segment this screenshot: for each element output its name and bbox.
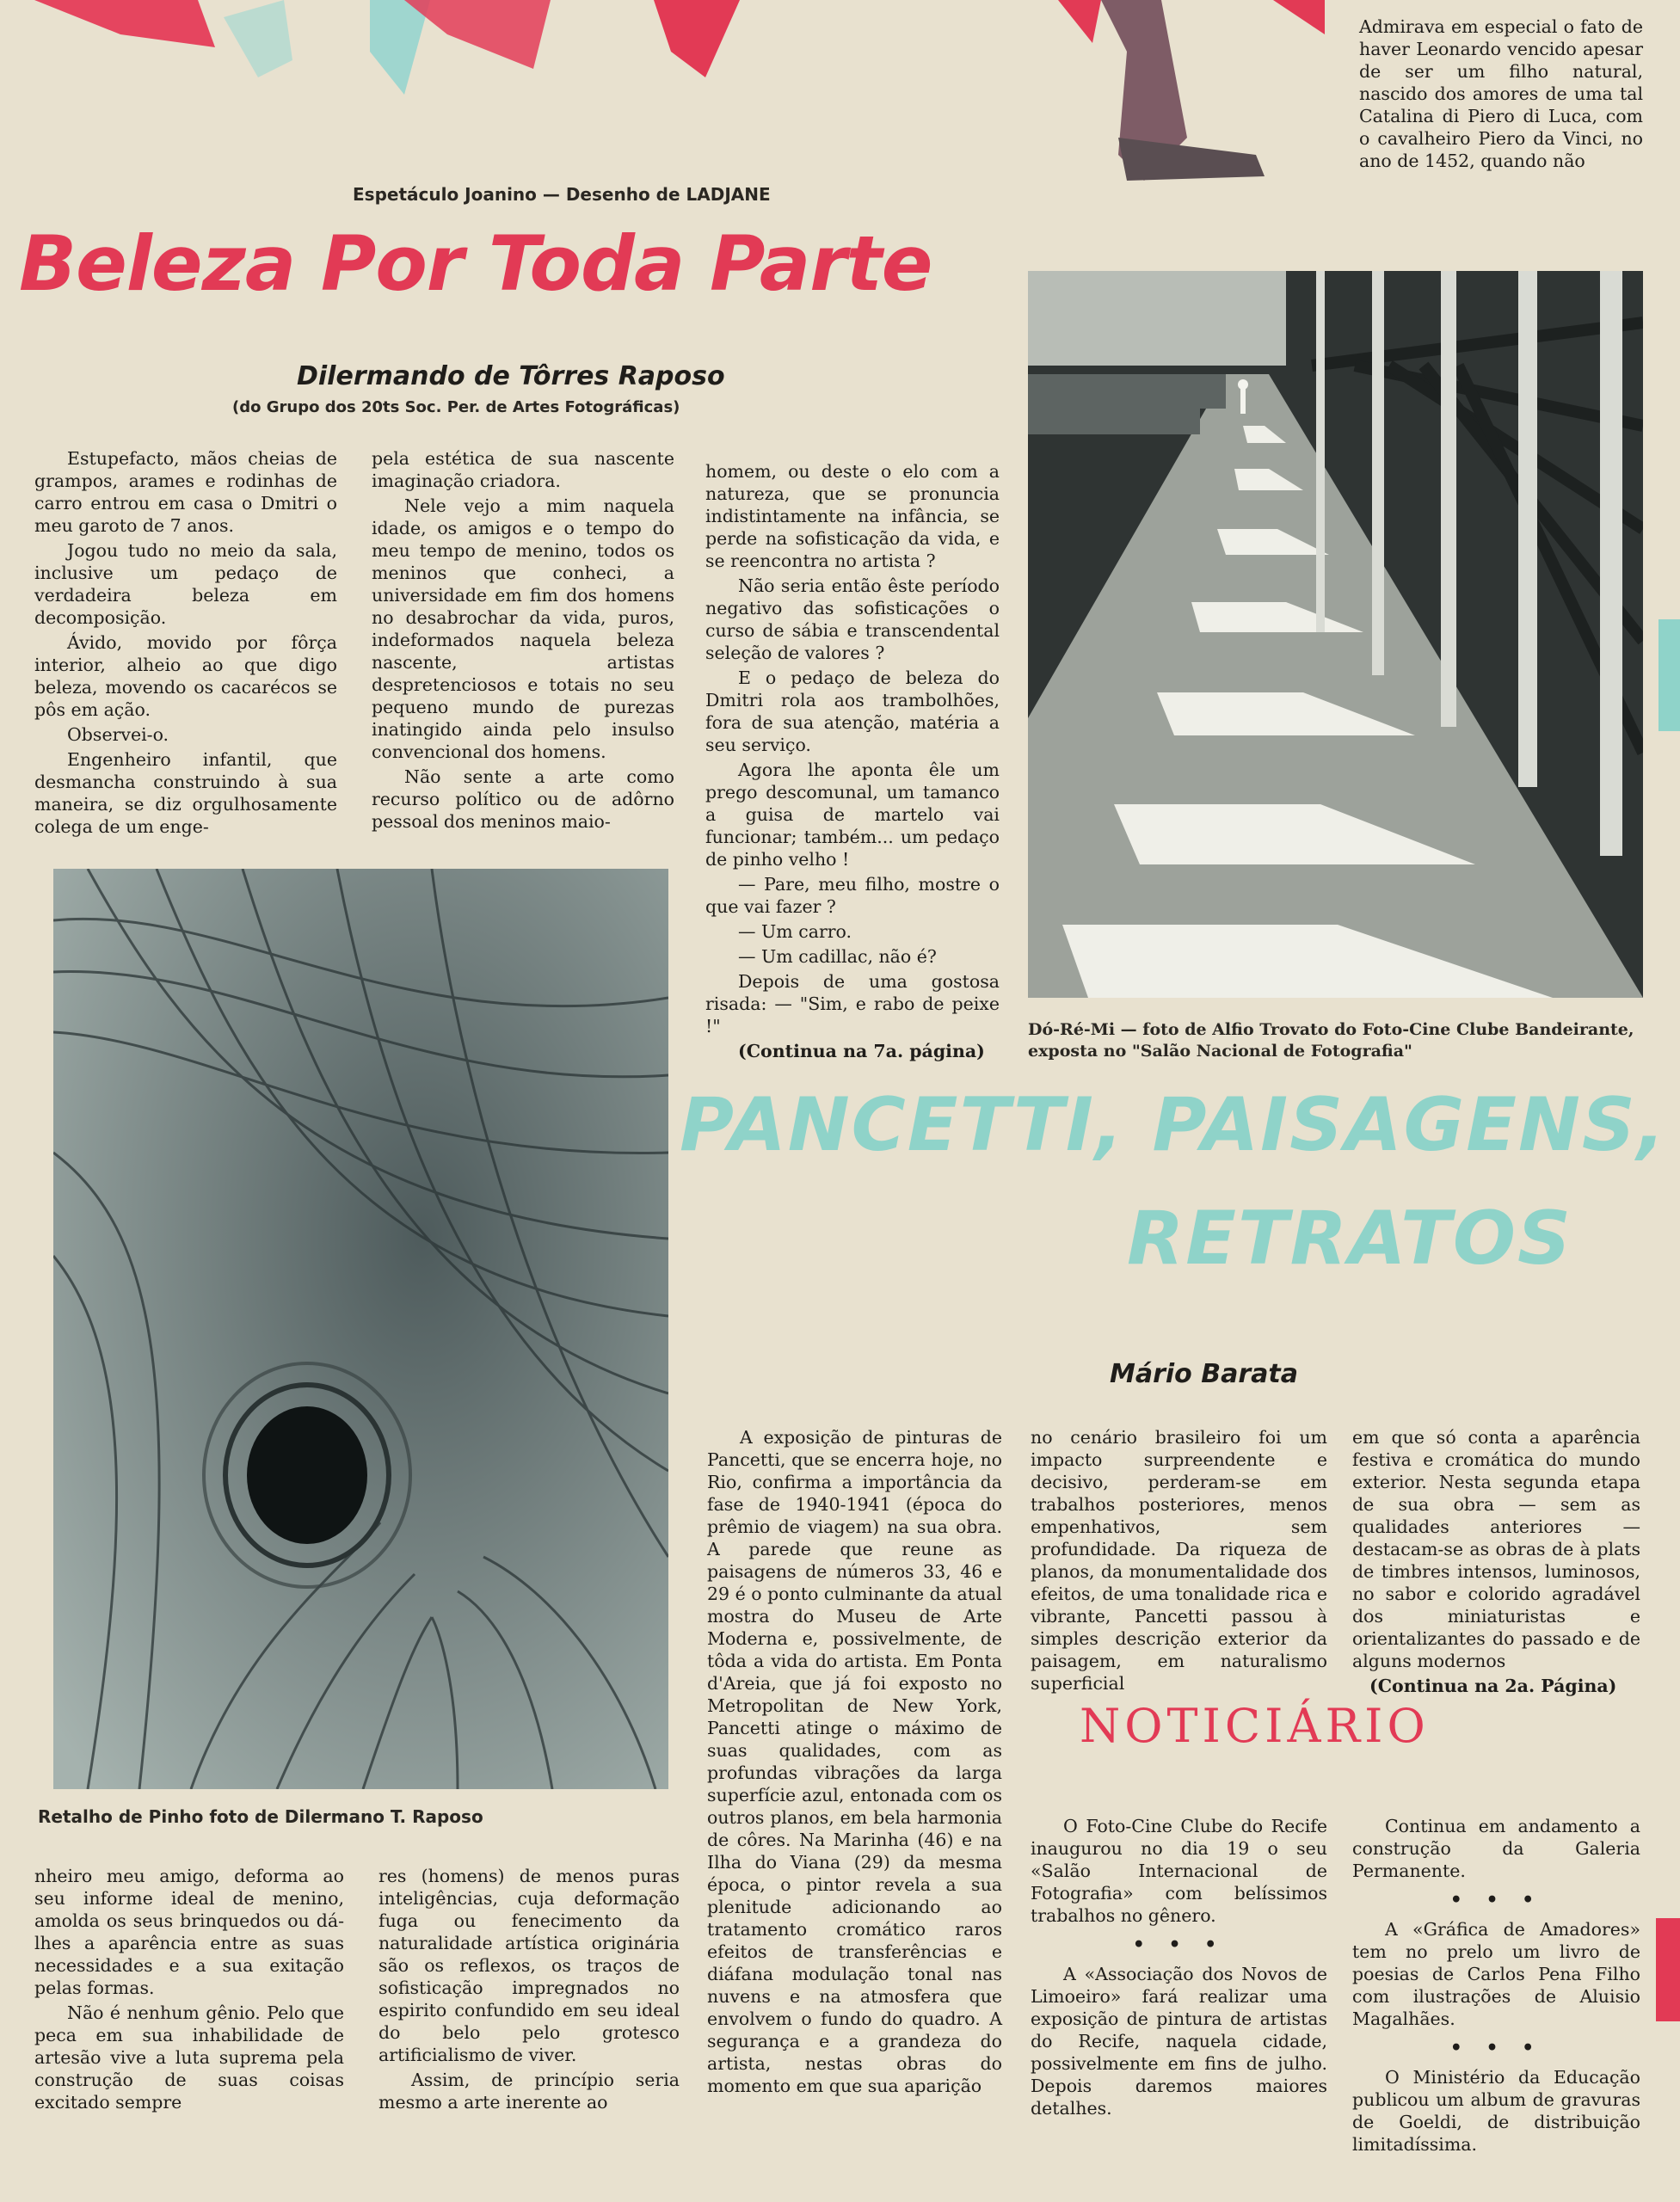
right-edge-fragment — [1656, 1918, 1680, 2021]
article1-affiliation: (do Grupo dos 20ts Soc. Per. de Artes Fotográficas) — [232, 398, 680, 416]
corridor-photo — [1028, 271, 1643, 998]
art-credit: Espetáculo Joanino — Desenho de LADJANE — [353, 184, 771, 205]
article2-col2: no cenário brasileiro foi um impacto surpreendente e decisivo, perderam-se em trabalhos posteriores, menos empenhativos, sem profundidade. Da riqueza de planos, da monumentalidade dos efeitos, de uma tonalidade rica e vibrante, Pancetti passou à simples descrição exterior da paisagem, em naturalismo superficial — [1031, 1427, 1327, 1694]
right-edge-fragment-teal — [1658, 619, 1680, 731]
article2-title-line1: PANCETTI, PAISAGENS, — [680, 1082, 1667, 1168]
noticiario-title: NOTICIÁRIO — [1080, 1699, 1430, 1753]
top-right-text: Admirava em especial o fato de haver Leonardo vencido apesar de ser um filho natural, nascido dos amores de uma tal Catalina di Piero di Luca, com o cavalheiro Piero da Vinci, no ano de 1452, quando não — [1359, 16, 1643, 171]
top-illustration — [0, 0, 1325, 185]
wood-photo-caption: Retalho de Pinho foto de Dilermano T. Raposo — [38, 1806, 483, 1827]
article2-col1: A exposição de pinturas de Pancetti, que se encerra hoje, no Rio, confirma a importância da fase de 1940-1941 (época do prêmio de viagem) na sua obra. A parede que reune as paisagens de números 33, 46 e 29 é o ponto culminante da atual mostra do Museu de Arte Moderna e, possivelmente, de tôda a vida do artista. Em Ponta d'Areia, que já foi exposto no Metropolitan de New York, Pancetti atinge o máximo de suas qualidades, com as profundas vibrações da larga superfície azul, entonada com os outros planos, em bela harmonia de côres. Na Marinha (46) e na Ilha do Viana (29) da mesma época, o pintor revela a sua plenitude adicionando ao tratamento cromático raros efeitos de transferências e diáfana modulação tonal nas nuvens e na atmosfera que envolvem o fundo do quadro. A segurança e a grandeza do artista, nestas obras do momento em que sua aparição — [707, 1427, 1002, 2096]
article1-col2: pela estética de sua nascente imaginação criadora. Nele vejo a mim naquela idade, os amigos e o tempo do meu tempo de menino, todos os meninos que conheci, a universidade em fim dos homens no desabrochar da vida, puros, indeformados naquela beleza nascente, artistas despretenciosos e totais no seu pequeno mundo de purezas inatingido ainda pelo insulso convencional dos homens. Não sente a arte como recurso político ou de adôrno pessoal dos meninos maio- — [372, 448, 674, 832]
article1-author: Dilermando de Tôrres Raposo — [297, 361, 725, 391]
article1-col3: homem, ou deste o elo com a natureza, que se pronuncia indistintamente na infância, se perde na sofisticação da vida, e se reencontra no artista ? Não seria então êste período negativo das sofisticações o curso de sábia e transcendental seleção de valores ? E o pedaço de beleza do Dmitri rola aos trambolhões, fora de sua atenção, matéria a seu serviço. Agora lhe aponta êle um prego descomunal, um tamanco a guisa de martelo vai funcionar; também... um pedaço de pinho velho ! — Pare, meu filho, mostre o que vai fazer ? — Um carro. — Um cadillac, não é? Depois de uma gostosa risada: — "Sim, e rabo de peixe !" (Continua na 7a. página) — [705, 461, 1000, 1061]
noticiario-col2: Continua em andamento a construção da Galeria Permanente. • • • A «Gráfica de Amadores» tem no prelo um livro de poesias de Carlos Pena Filho com ilustrações de Aluisio Magalhães. • • • O Ministério da Educação publicou um album de gravuras de Goeldi, de distribuição limitadíssima. — [1352, 1816, 1640, 2155]
article2-author: Mário Barata — [1110, 1359, 1298, 1389]
noticiario-col1: O Foto-Cine Clube do Recife inaugurou no dia 19 o seu «Salão Internacional de Fotografia» com belíssimos trabalhos no gênero. • • • A «Associação dos Novos de Limoeiro» fará realizar uma exposição de pintura de artistas do Recife, naquela cidade, possivelmente em fins de julho. Depois daremos maiores detalhes. — [1031, 1816, 1327, 2119]
article1-title: Beleza Por Toda Parte — [19, 219, 932, 308]
article1-col1: Estupefacto, mãos cheias de grampos, arames e rodinhas de carro entrou em casa o Dmitri o meu garoto de 7 anos. Jogou tudo no meio da sala, inclusive um pedaço de verdadeira beleza em decomposição. Ávido, movido por fôrça interior, alheio ao que digo beleza, movendo os cacarécos se pôs em ação. Observei-o. Engenheiro infantil, que desmancha construindo à sua maneira, se diz orgulhosamente colega de um enge- — [34, 448, 337, 837]
article1-bottom-col1: nheiro meu amigo, deforma ao seu informe ideal de menino, amolda os seus brinquedos ou dá-lhes a aparência entre as suas necessidades e a sua exitação pelas formas. Não é nenhum gênio. Pelo que peca em sua inhabilidade de artesão vive a luta suprema pela construção de suas coisas excitado sempre — [34, 1866, 344, 2113]
article2-title-line2: RETRATOS — [1127, 1196, 1572, 1282]
corridor-photo-caption: Dó-Ré-Mi — foto de Alfio Trovato do Foto-Cine Clube Bandeirante, exposta no "Salão Nacional de Fotografia" — [1028, 1020, 1634, 1061]
article2-col3: em que só conta a aparência festiva e cromática do mundo exterior. Nesta segunda etapa de sua obra — sem as qualidades anteriores — destacam-se as obras de à plats de timbres intensos, luminosos, no sabor e colorido agradável dos miniaturistas e orientalizantes do passado e de alguns modernos (Continua na 2a. Página) — [1352, 1427, 1640, 1696]
article1-bottom-col2: res (homens) de menos puras inteligências, cuja deformação fuga ou fenecimento da naturalidade artística originária são os reflexos, os traços de sofisticação impregnados no espirito confundido em seu ideal do belo pelo grotesco artificialismo de viver. Assim, de princípio seria mesmo a arte inerente ao — [378, 1866, 680, 2113]
wood-grain-photo — [53, 869, 668, 1789]
